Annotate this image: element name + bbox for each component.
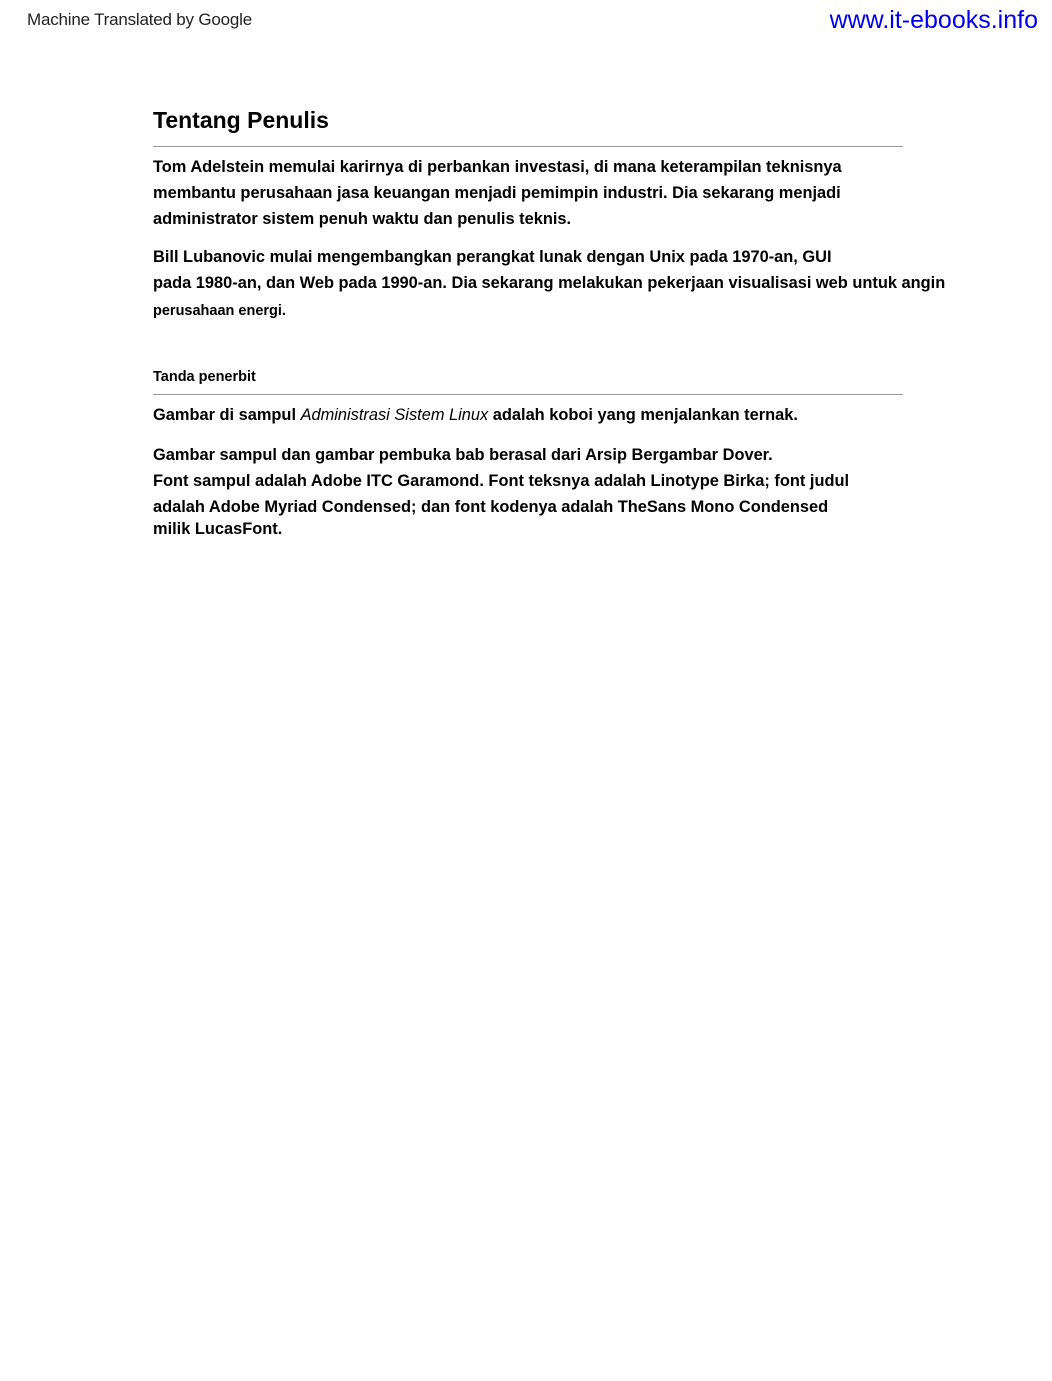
cover-suffix: adalah koboi yang menjalankan ternak. <box>488 406 798 424</box>
colophon-heading: Tanda penerbit <box>153 369 256 385</box>
about-para1-line: membantu perusahaan jasa keuangan menjadi pemimpin industri. Dia sekarang menjadi <box>153 184 841 202</box>
cover-prefix: Gambar di sampul <box>153 406 301 424</box>
colophon-line: milik LucasFont. <box>153 520 283 538</box>
section-divider <box>153 394 903 395</box>
book-title: Administrasi Sistem Linux <box>300 406 489 424</box>
colophon-line: Gambar sampul dan gambar pembuka bab berasal dari Arsip Bergambar Dover. <box>153 446 773 464</box>
colophon-line: Font sampul adalah Adobe ITC Garamond. Font teksnya adalah Linotype Birka; font judul <box>153 472 850 490</box>
about-para1-line: administrator sistem penuh waktu dan penulis teknis. <box>153 210 572 228</box>
section-divider <box>153 146 903 147</box>
colophon-line: adalah Adobe Myriad Condensed; dan font kodenya adalah TheSans Mono Condensed <box>153 498 829 516</box>
about-para2-line: perusahaan energi. <box>153 303 286 319</box>
section-title-about: Tentang Penulis <box>153 107 329 133</box>
about-para1-line: Tom Adelstein memulai karirnya di perbankan investasi, di mana keterampilan teknisnya <box>153 158 842 176</box>
machine-translation-notice: Machine Translated by Google <box>27 10 252 29</box>
about-para2-line: Bill Lubanovic mulai mengembangkan perangkat lunak dengan Unix pada 1970-an, GUI <box>153 248 832 266</box>
about-para2-line: pada 1980-an, dan Web pada 1990-an. Dia sekarang melakukan pekerjaan visualisasi web untuk angin <box>153 274 946 292</box>
site-link[interactable]: www.it-ebooks.info <box>829 6 1038 34</box>
colophon-cover-line <box>153 406 798 425</box>
